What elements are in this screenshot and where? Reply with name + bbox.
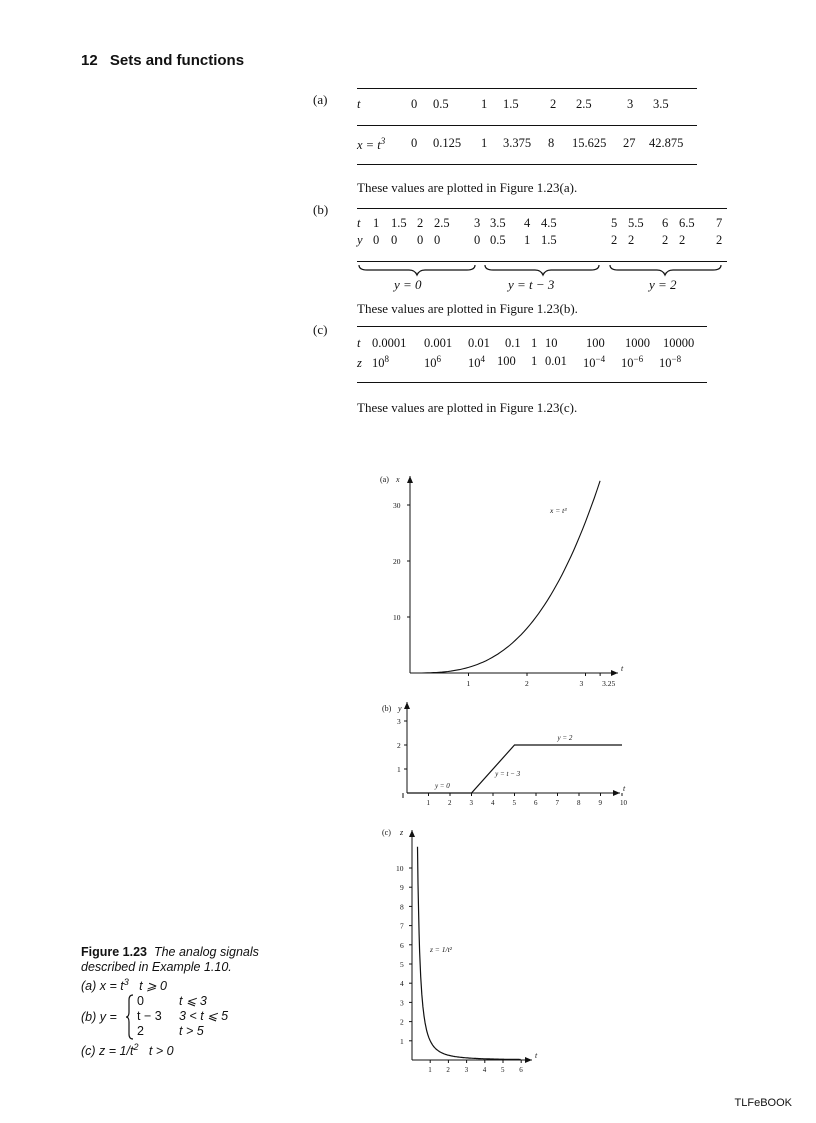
caption-a: (a) $x = t^3$ t ⩾ 0 xyxy=(81,977,168,994)
table-a-cell: 0.5 xyxy=(433,97,449,111)
chart-c-y-label: z xyxy=(400,828,404,837)
case-value: 0 xyxy=(137,994,144,1009)
table-c-cell: 0.0001 xyxy=(372,336,407,350)
chart-a-x-tick-label: 3 xyxy=(579,679,584,688)
chart-c-panel-label: (c) xyxy=(382,828,391,837)
table-b-cell: 5 xyxy=(611,216,618,230)
table-c-cell: 10000 xyxy=(663,336,695,350)
chart-a-y-arrow-icon xyxy=(407,476,413,483)
chart-b-x-tick-label: 2 xyxy=(448,799,452,807)
chart-b-y-arrow-icon xyxy=(404,702,410,709)
table-c-cell: 0.01 xyxy=(468,336,490,350)
table-b-cell: 2 xyxy=(417,216,424,230)
chart-c-x-arrow-icon xyxy=(525,1057,532,1063)
chapter-title: Sets and functions xyxy=(109,52,245,69)
chart-c-y-tick-label: 2 xyxy=(400,1017,404,1027)
table-a-cell: 1 xyxy=(481,97,488,111)
table-c-t-row xyxy=(357,336,707,354)
table-c-cell: 100 xyxy=(586,336,605,350)
chart-c-x-tick-label: 3 xyxy=(464,1066,469,1074)
table-b-cell: 2 xyxy=(628,233,635,247)
chart-c-x-tick-label: 2 xyxy=(446,1066,450,1074)
table-c-z-header: z xyxy=(357,356,362,370)
table-b-cell: 2 xyxy=(716,233,723,247)
table-b-cell: 2 xyxy=(679,233,686,247)
chart-a-x-tick-label: 1 xyxy=(466,679,471,688)
caption-c: (c) $z = 1/t^2$ t > 0 xyxy=(81,1042,174,1059)
chart-b-y-tick-label: 1 xyxy=(397,765,401,774)
brace-label-y2: y = 2 xyxy=(649,277,677,292)
case-value: t − 3 xyxy=(137,1009,162,1024)
case-cond: 3 < t ⩽ 5 xyxy=(179,1009,229,1024)
table-c-bottom-rule xyxy=(357,382,707,383)
chart-b-y-tick-label: 3 xyxy=(397,717,401,726)
table-a-cell: 0 xyxy=(411,136,418,150)
table-b-top-rule xyxy=(357,208,727,209)
table-a-top-rule xyxy=(357,88,697,89)
caption-description: The analog signals described in Example 1.10. xyxy=(81,945,259,974)
chart-a-annotation: x = t³ xyxy=(550,506,567,515)
table-a-x-row xyxy=(357,136,697,154)
chart-c-x-label: t xyxy=(535,1051,538,1060)
chart-a-x-arrow-icon xyxy=(611,670,618,676)
left-brace-icon xyxy=(125,994,135,1040)
part-a-label: (a) xyxy=(313,92,328,107)
watermark: TLFeBOOK xyxy=(734,1097,792,1109)
chart-c-annotation: z = 1/t² xyxy=(430,945,452,954)
table-c-note: These values are plotted in Figure 1.23(c). xyxy=(357,400,578,415)
chart-c-y-tick-label: 8 xyxy=(400,902,404,912)
chart-b-x-tick-label: 10 xyxy=(620,799,627,807)
chart-b-x-tick-label: 3 xyxy=(469,799,473,807)
caption-b xyxy=(81,994,261,1040)
chart-c-y-arrow-icon xyxy=(409,830,415,837)
chart-a-y-tick-label: 30 xyxy=(393,501,401,510)
table-b-cell: 7 xyxy=(716,216,723,230)
caption-figure-label: Figure 1.23 xyxy=(81,945,147,959)
table-b-cell: 0 xyxy=(391,233,398,247)
case-cond: t > 5 xyxy=(179,1024,204,1039)
part-c-label: (c) xyxy=(313,322,328,337)
table-c-cell: $10^4$ xyxy=(468,354,485,371)
table-c-cell: $10^{-6}$ xyxy=(621,354,644,371)
caption-b-prefix: (b) y = xyxy=(81,1010,117,1025)
table-b-cell: 2 xyxy=(662,233,669,247)
table-b-cell: 5.5 xyxy=(628,216,644,230)
table-b-note: These values are plotted in Figure 1.23(b). xyxy=(357,301,578,316)
chart-b-y-tick-label: 2 xyxy=(397,741,401,750)
chart-c-x-tick-label: 1 xyxy=(428,1066,432,1074)
chart-c-y-tick-label: 5 xyxy=(400,960,404,969)
table-b-cell: 1 xyxy=(373,216,380,230)
table-b-cell: 0.5 xyxy=(490,233,506,247)
table-b-cell: 1 xyxy=(524,233,531,247)
brace-y2 xyxy=(610,265,721,275)
chart-c-x-tick-label: 6 xyxy=(519,1066,523,1074)
table-b-cell: 1.5 xyxy=(391,216,407,230)
chart-b-x-arrow-icon xyxy=(613,790,620,796)
chart-c-y-tick-label: 4 xyxy=(400,979,404,989)
figure-1-23a xyxy=(370,468,630,690)
chart-b-annotation: y = 2 xyxy=(557,734,573,743)
table-c-cell: 0.1 xyxy=(505,336,521,350)
chart-a-series-line xyxy=(410,481,600,673)
table-a-cell: 0 xyxy=(411,97,418,111)
table-c-cell: $10^{-4}$ xyxy=(583,354,606,371)
chart-a-y-tick-label: 10 xyxy=(393,613,401,622)
table-c-cell: 0.01 xyxy=(545,354,567,368)
table-b-cell: 0 xyxy=(474,233,481,247)
table-c-cell: $10^6$ xyxy=(424,354,441,371)
table-a-cell: 1.5 xyxy=(503,97,519,111)
table-c-cell: 1 xyxy=(531,336,538,350)
chart-c-y-tick-label: 3 xyxy=(400,998,404,1008)
chart-b-x-tick-label: 7 xyxy=(555,799,559,807)
chart-c-x-tick-label: 4 xyxy=(482,1066,487,1074)
table-c-cell: $10^{-8}$ xyxy=(659,354,682,371)
table-a-mid-rule xyxy=(357,125,697,126)
chart-c-y-tick-label: 7 xyxy=(400,921,404,931)
table-a-cell: 2 xyxy=(550,97,557,111)
table-a-cell: 2.5 xyxy=(576,97,592,111)
brace-label-y-t3: y = t − 3 xyxy=(508,277,555,292)
table-c-cell: 1 xyxy=(531,354,538,368)
chart-c-y-tick-label: 10 xyxy=(396,864,404,873)
table-c-cell: 0.001 xyxy=(424,336,453,350)
part-b-label: (b) xyxy=(313,202,329,217)
table-b-y-header: y xyxy=(357,233,363,247)
table-c-top-rule xyxy=(357,326,707,327)
table-b-cell: 6.5 xyxy=(679,216,695,230)
chart-b-x-tick-label: 8 xyxy=(577,799,581,807)
table-b-t-row xyxy=(357,216,727,234)
table-c-cell: 10 xyxy=(545,336,558,350)
table-a-cell: 15.625 xyxy=(572,136,607,150)
table-b-cell: 3.5 xyxy=(490,216,506,230)
table-a-x-header: $x = t^3$ xyxy=(357,136,386,153)
brace-y0 xyxy=(359,265,475,275)
table-c-cell: 1000 xyxy=(625,336,650,350)
table-b-y-row xyxy=(357,233,727,251)
chart-b-x-tick-label: 5 xyxy=(512,799,516,807)
page-number: 12 xyxy=(81,52,98,69)
table-b-t-header: t xyxy=(357,216,361,230)
chart-c-x-tick-label: 5 xyxy=(501,1066,505,1074)
table-c-t-header: t xyxy=(357,336,361,350)
table-a-t-header: t xyxy=(357,97,361,111)
table-a-cell: 42.875 xyxy=(649,136,684,150)
table-b-mid-rule xyxy=(357,261,727,262)
table-a-cell: 8 xyxy=(548,136,555,150)
chart-b-panel-label: (b) xyxy=(382,704,392,713)
chart-a-x-label: t xyxy=(621,664,624,673)
chart-a-x-tick-label: 3.25 xyxy=(602,679,616,688)
chart-c-y-tick-label: 9 xyxy=(400,883,404,893)
chart-a-y-tick-label: 20 xyxy=(393,557,401,566)
figure-1-23b xyxy=(370,698,640,816)
table-b-cell: 1.5 xyxy=(541,233,557,247)
chart-b-annotation: y = 0 xyxy=(434,782,450,791)
table-a-cell: 0.125 xyxy=(433,136,462,150)
chart-c-y-tick-label: 6 xyxy=(400,940,404,950)
figure-1-23c xyxy=(370,824,550,1074)
chart-a-panel-label: (a) xyxy=(380,475,389,484)
table-a-bottom-rule xyxy=(357,164,697,165)
table-a-cell: 3 xyxy=(627,97,634,111)
table-c-z-row xyxy=(357,354,707,374)
chart-b-x-tick-label: 4 xyxy=(491,799,495,807)
chart-b-x-label: t xyxy=(623,784,626,793)
table-b-cell: 0 xyxy=(373,233,380,247)
table-a-cell: 3.375 xyxy=(503,136,532,150)
brace-label-y0: y = 0 xyxy=(394,277,422,292)
table-a-cell: 27 xyxy=(623,136,636,150)
table-b-cell: 2 xyxy=(611,233,618,247)
table-b-cell: 4 xyxy=(524,216,531,230)
table-b-cell: 3 xyxy=(474,216,481,230)
table-b-cell: 6 xyxy=(662,216,669,230)
chart-b-y-label: y xyxy=(398,704,402,713)
chart-c-y-tick-label: 1 xyxy=(400,1036,404,1046)
chart-b-annotation: y = t − 3 xyxy=(495,770,521,779)
table-a-cell: 3.5 xyxy=(653,97,669,111)
table-b-cell: 0 xyxy=(417,233,424,247)
figure-caption xyxy=(81,945,261,1059)
brace-y-t3 xyxy=(485,265,599,275)
running-header xyxy=(81,52,252,69)
chart-a-y-label: x xyxy=(396,475,400,484)
caption-text xyxy=(81,945,261,975)
chart-b-x-tick-label: 9 xyxy=(598,799,602,807)
table-b-cell: 0 xyxy=(434,233,441,247)
table-b-braces xyxy=(357,263,727,277)
chart-b-x-tick-label: 6 xyxy=(534,799,538,807)
table-a-note: These values are plotted in Figure 1.23(a). xyxy=(357,180,578,195)
chart-b-x-tick-label: 1 xyxy=(426,799,430,807)
chart-a-x-tick-label: 2 xyxy=(525,679,529,688)
case-value: 2 xyxy=(137,1024,144,1039)
table-b-cell: 2.5 xyxy=(434,216,450,230)
table-b-cell: 4.5 xyxy=(541,216,557,230)
table-a-cell: 1 xyxy=(481,136,488,150)
table-a-t-row xyxy=(357,97,697,115)
case-cond: t ⩽ 3 xyxy=(179,994,207,1009)
table-c-cell: 100 xyxy=(497,354,516,368)
table-c-cell: $10^8$ xyxy=(372,354,389,371)
